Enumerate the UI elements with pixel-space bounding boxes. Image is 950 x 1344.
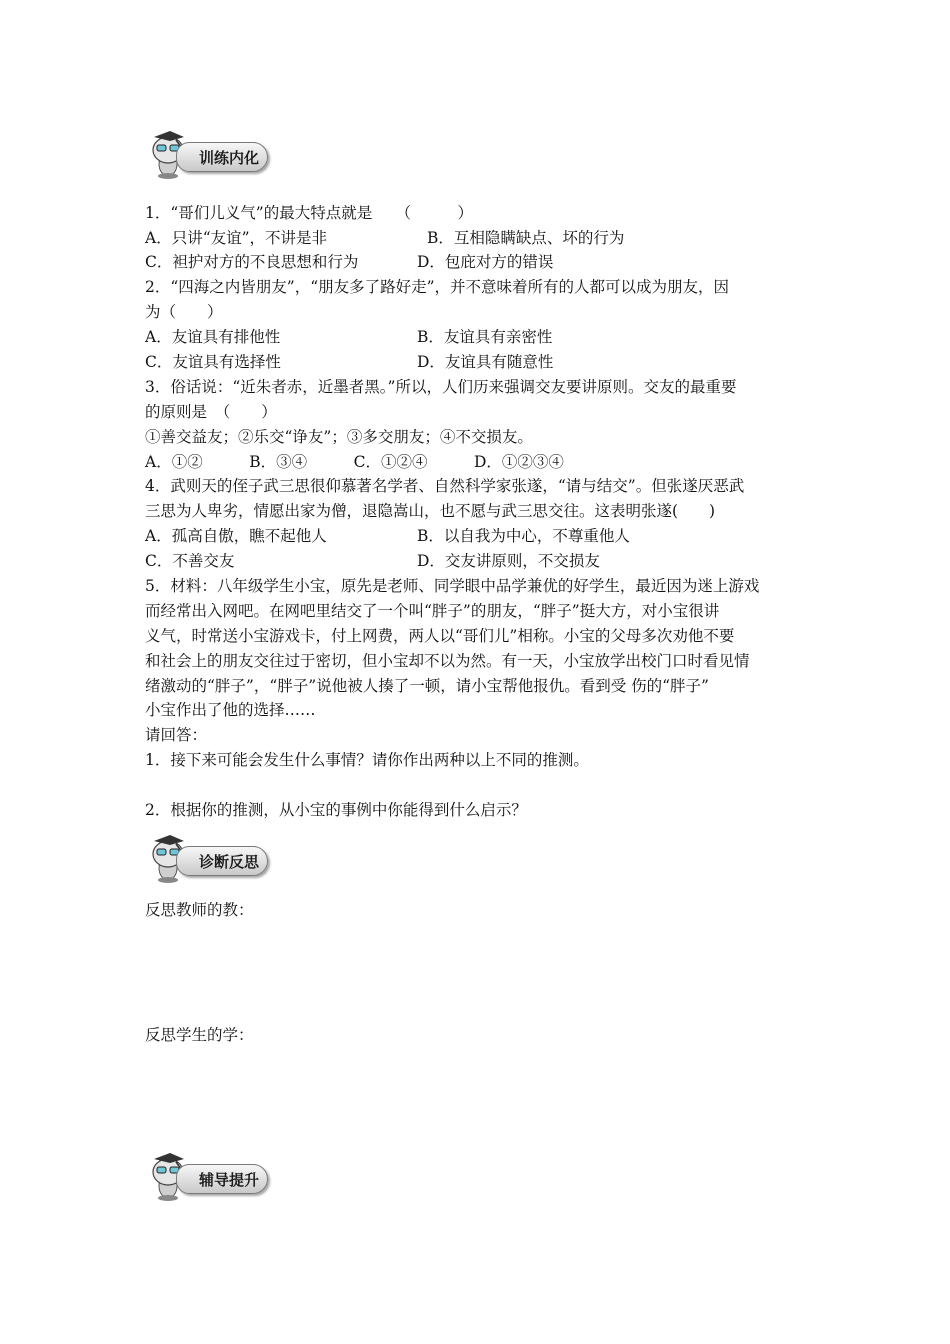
q3-options: A．①② B．③④ C．①②④ D．①②③④ <box>145 453 564 471</box>
q5-sub-question-2: 2．根据你的推测，从小宝的事例中你能得到什么启示？ <box>145 801 527 819</box>
q2-option-c: C．友谊具有选择性 <box>145 353 281 371</box>
q4-stem-line2: 三思为人卑劣，情愿出家为僧，退隐嵩山，也不愿与武三思交往。这表明张遂( ) <box>145 502 716 520</box>
section-title: 辅导提升 <box>199 1171 260 1189</box>
section-title-plate <box>176 846 268 876</box>
q1-option-b: B．互相隐瞒缺点、坏的行为 <box>427 229 625 247</box>
q3-stem-line2: 的原则是 （ ） <box>145 403 277 421</box>
q4-option-b: B．以自我为中心，不尊重他人 <box>417 527 630 545</box>
q4-option-a: A．孤高自傲，瞧不起他人 <box>145 527 327 545</box>
q1-stem: 1．“哥们儿义气”的最大特点就是 （ ） <box>145 204 473 222</box>
q5-material-line2: 而经常出入网吧。在网吧里结交了一个叫“胖子”的朋友，“胖子”挺大方，对小宝很讲 <box>145 602 720 620</box>
q4-option-d: D．交友讲原则，不交损友 <box>417 552 600 570</box>
q2-stem-line1: 2．“四海之内皆朋友”，“朋友多了路好走”，并不意味着所有的人都可以成为朋友，因 <box>145 278 730 296</box>
q5-material-line6: 小宝作出了他的选择…… <box>145 701 316 719</box>
section-title-plate <box>176 1164 268 1194</box>
q5-material-line4: 和社会上的朋友交往过于密切，但小宝却不以为然。有一天，小宝放学出校门口时看见情 <box>145 652 750 670</box>
section-badge-diagnosis <box>146 832 271 880</box>
q2-option-a: A．友谊具有排他性 <box>145 328 281 346</box>
q5-ask: 请回答： <box>145 726 208 744</box>
q1-option-d: D．包庇对方的错误 <box>417 253 554 271</box>
q5-material-line3: 义气，时常送小宝游戏卡，付上网费，两人以“哥们儿”相称。小宝的父母多次劝他不要 <box>145 627 735 645</box>
section-badge-training <box>146 128 271 176</box>
section-title-plate <box>176 142 268 172</box>
q5-sub-question-1: 1．接下来可能会发生什么事情？请你作出两种以上不同的推测。 <box>145 751 589 769</box>
q5-material-line1: 5．材料：八年级学生小宝，原先是老师、同学眼中品学兼优的好学生，最近因为迷上游戏 <box>145 577 760 595</box>
q4-option-c: C．不善交友 <box>145 552 235 570</box>
q3-items: ①善交益友；②乐交“诤友”；③多交朋友；④不交损友。 <box>145 428 533 446</box>
q1-option-c: C．袒护对方的不良思想和行为 <box>145 253 359 271</box>
section-title: 训练内化 <box>199 149 260 167</box>
q3-stem-line1: 3．俗话说：“近朱者赤，近墨者黑。”所以，人们历来强调交友要讲原则。交友的最重要 <box>145 378 737 396</box>
section-badge-tutoring <box>146 1150 271 1198</box>
q2-option-b: B．友谊具有亲密性 <box>417 328 553 346</box>
q2-option-d: D．友谊具有随意性 <box>417 353 554 371</box>
q2-stem-line2: 为（ ） <box>145 303 223 321</box>
q4-stem-line1: 4．武则天的侄子武三思很仰慕著名学者、自然科学家张遂，“请与结交”。但张遂厌恶武 <box>145 477 745 495</box>
reflect-teacher: 反思教师的教： <box>145 901 254 919</box>
q5-material-line5: 绪激动的“胖子”，“胖子”说他被人揍了一顿，请小宝帮他报仇。看到受 伤的“胖子” <box>145 677 709 695</box>
reflect-student: 反思学生的学： <box>145 1026 254 1044</box>
section-title: 诊断反思 <box>199 853 260 871</box>
q1-option-a: A．只讲“友谊”，不讲是非 <box>145 229 328 247</box>
